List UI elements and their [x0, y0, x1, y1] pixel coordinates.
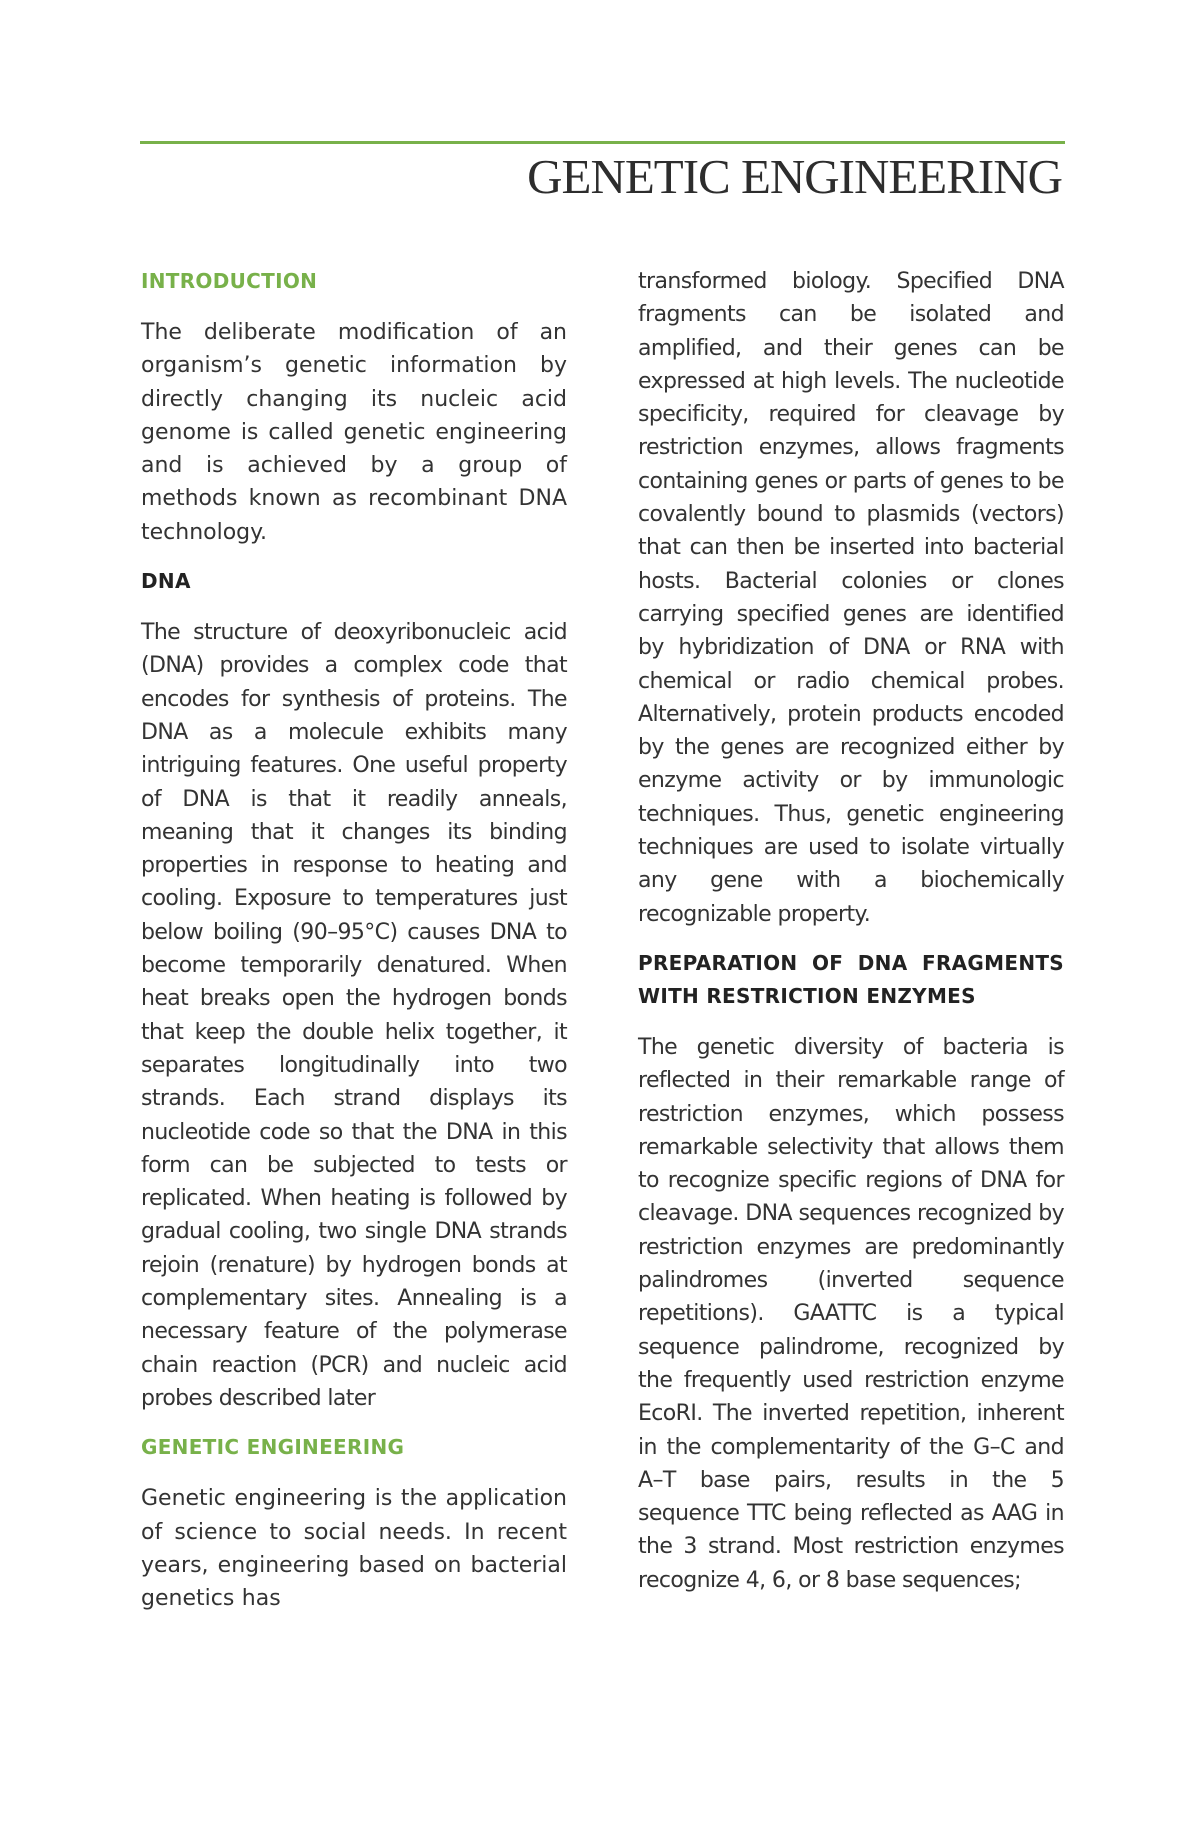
genetic-engineering-paragraph: Genetic engineering is the application of science to social needs. In recent years, engineering based on bacterial genetics has	[141, 1486, 567, 1612]
introduction-heading: INTRODUCTION	[141, 269, 318, 293]
genetic-engineering-heading: GENETIC ENGINEERING	[141, 1435, 405, 1460]
left-column	[141, 265, 567, 1631]
dna-paragraph: The structure of deoxyribonucleic acid (DNA) provides a complex code that encodes for synthesis of proteins. The DNA as a molecule exhibits many intriguing features. One useful property of DNA is that it readily anneals, meaning that it changes its binding properties in response to heating and cooling. Exposure to temperatures just below boiling (90–95°C) causes DNA to become temporarily denatured. When heat breaks open the hydrogen bonds that keep the double helix together, it separates longitudinally into two strands. Each strand displays its nucleotide code so that the DNA in this form can be subjected to tests or replicated. When heating is followed by gradual cooling, two single DNA strands rejoin (renature) by hydrogen bonds at complementary sites. Annealing is a necessary feature of the polymerase chain reaction (PCR) and nucleic acid probes described later	[141, 620, 567, 1411]
preparation-paragraph: The genetic diversity of bacteria is reflected in their remarkable range of restriction enzymes, which possess remarkable selectivity that allows them to recognize specific regions of DNA for cleavage. DNA sequences recognized by restriction enzymes are predominantly palindromes (inverted sequence repetitions). GAATTC is a typical sequence palindrome, recognized by the frequently used restriction enzyme EcoRI. The inverted repetition, inherent in the complementarity of the G–C and A–T base pairs, results in the 5 sequence TTC being reflected as AAG in the 3 strand. Most restriction enzymes recognize 4, 6, or 8 base sequences;	[638, 1034, 1064, 1593]
page-title: GENETIC ENGINEERING	[527, 149, 1062, 204]
right-column	[638, 265, 1064, 1613]
dna-heading: DNA	[141, 569, 191, 594]
preparation-heading: PREPARATION OF DNA FRAGMENTS WITH RESTRICTION ENZYMES	[638, 950, 1064, 1008]
title-rule	[140, 141, 1065, 144]
introduction-paragraph: The deliberate modification of an organism’s genetic information by directly changing its nucleic acid genome is called genetic engineering and is achieved by a group of methods known as recombinant DNA technology.	[141, 320, 567, 545]
continuation-paragraph: transformed biology. Specified DNA fragments can be isolated and amplified, and their genes can be expressed at high levels. The nucleotide specificity, required for cleavage by restriction enzymes, allows fragments containing genes or parts of genes to be covalently bound to plasmids (vectors) that can then be inserted into bacterial hosts. Bacterial colonies or clones carrying specified genes are identified by hybridization of DNA or RNA with chemical or radio chemical probes. Alternatively, protein products encoded by the genes are recognized either by enzyme activity or by immunologic techniques. Thus, genetic engineering techniques are used to isolate virtually any gene with a biochemically recognizable property.	[638, 269, 1064, 927]
